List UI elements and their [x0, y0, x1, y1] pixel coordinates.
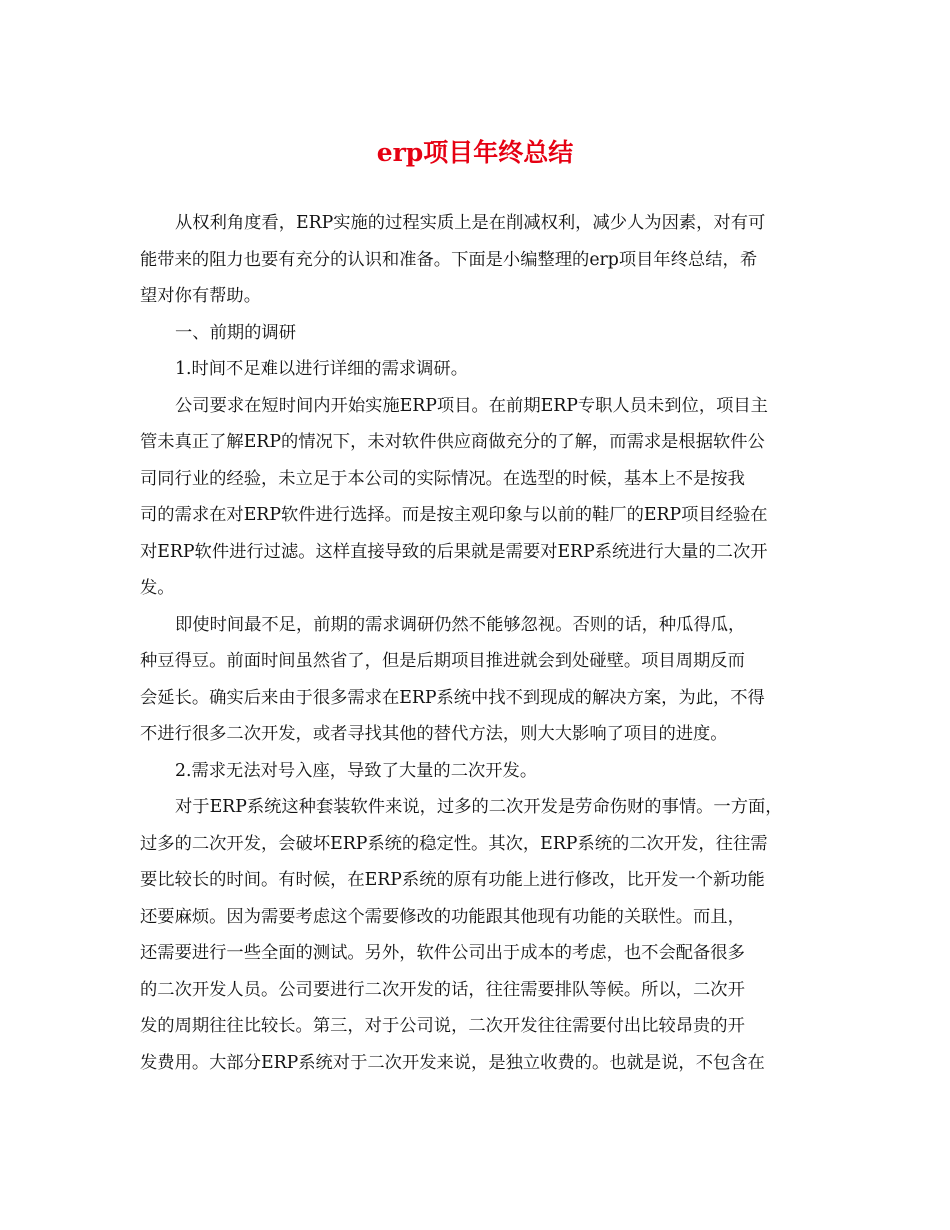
text-line: 的二次开发人员。公司要进行二次开发的话，往往需要排队等候。所以，二次开 — [140, 979, 745, 1000]
text-line: 即使时间最不足，前期的需求调研仍然不能够忽视。否则的话，种瓜得瓜， — [175, 614, 746, 635]
text-line: 从权利角度看，ERP实施的过程实质上是在削减权利，减少人为因素，对有可 — [175, 213, 766, 233]
text-line: 发。 — [140, 578, 175, 598]
text-line: 还要麻烦。因为需要考虑这个需要修改的功能跟其他现有功能的关联性。而且， — [140, 906, 745, 927]
text-line: 还需要进行一些全面的测试。另外，软件公司出于成本的考虑，也不会配备很多 — [140, 943, 745, 963]
text-line: 对于ERP系统这种套装软件来说，过多的二次开发是劳命伤财的事情。一方面， — [175, 797, 783, 817]
text-line: 不进行很多二次开发，或者寻找其他的替代方法，则大大影响了项目的进度。 — [140, 724, 728, 744]
text-line: 种豆得豆。前面时间虽然省了，但是后期项目推进就会到处碰壁。项目周期反而 — [140, 651, 745, 671]
text-line: 司同行业的经验，未立足于本公司的实际情况。在选型的时候，基本上不是按我 — [140, 468, 745, 489]
document-title: erp项目年终总结 — [376, 138, 574, 167]
text-line: 一、前期的调研 — [175, 322, 296, 343]
text-line: 要比较长的时间。有时候，在ERP系统的原有功能上进行修改，比开发一个新功能 — [140, 870, 765, 890]
text-line: 望对你有帮助。 — [140, 286, 261, 306]
text-line: 1.时间不足难以进行详细的需求调研。 — [175, 359, 468, 379]
text-line: 2.需求无法对号入座，导致了大量的二次开发。 — [175, 760, 538, 781]
text-line: 公司要求在短时间内开始实施ERP项目。在前期ERP专职人员未到位，项目主 — [175, 395, 768, 416]
text-line: 发费用。大部分ERP系统对于二次开发来说，是独立收费的。也就是说，不包含在 — [140, 1052, 765, 1073]
text-line: 会延长。确实后来由于很多需求在ERP系统中找不到现成的解决方案，为此，不得 — [140, 687, 765, 708]
text-line: 对ERP软件进行过滤。这样直接导致的后果就是需要对ERP系统进行大量的二次开 — [140, 541, 768, 562]
document-body — [140, 205, 830, 1081]
text-line: 司的需求在对ERP软件进行选择。而是按主观印象与以前的鞋厂的ERP项目经验在 — [140, 505, 768, 525]
text-line: 管未真正了解ERP的情况下，未对软件供应商做充分的了解，而需求是根据软件公 — [140, 432, 765, 452]
text-line: 能带来的阻力也要有充分的认识和准备。下面是小编整理的erp项目年终总结，希 — [140, 249, 758, 270]
text-line: 过多的二次开发，会破坏ERP系统的稳定性。其次，ERP系统的二次开发，往往需 — [140, 833, 768, 854]
text-line: 发的周期往往比较长。第三，对于公司说，二次开发往往需要付出比较昂贵的开 — [140, 1016, 745, 1036]
